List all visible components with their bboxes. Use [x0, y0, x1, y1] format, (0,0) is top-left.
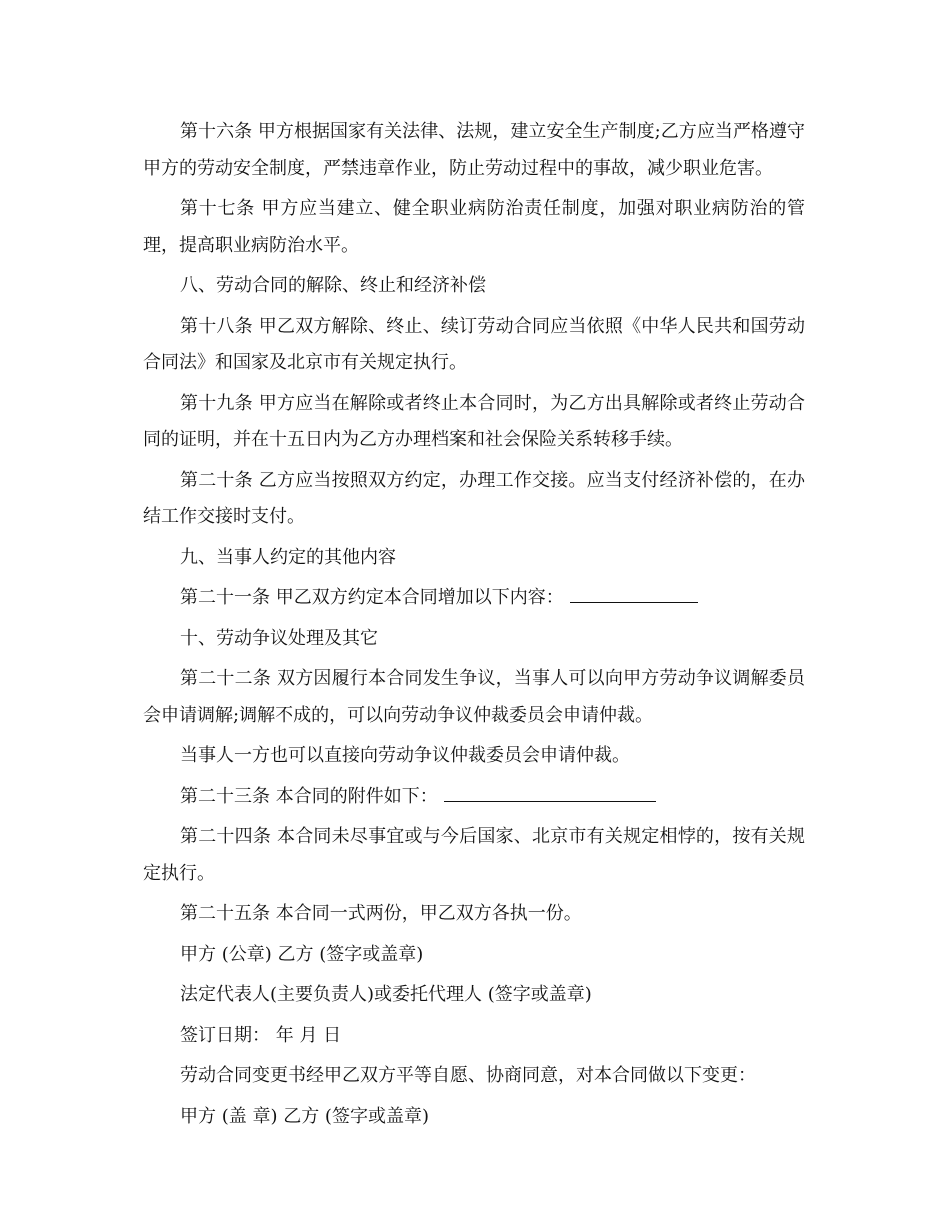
contract-change-statement: [143, 1058, 805, 1095]
section-9-heading: [143, 540, 805, 577]
article-22-continued-text: 当事人一方也可以直接向劳动争议仲裁委员会申请仲裁。: [180, 745, 630, 766]
contract-change-text: 劳动合同变更书经甲乙双方平等自愿、协商同意，对本合同做以下变更：: [180, 1065, 756, 1086]
article-22: [143, 661, 805, 734]
article-20: [143, 463, 805, 536]
fill-in-blank-line: [444, 783, 656, 802]
article-21-text: 第二十一条 甲乙双方约定本合同增加以下内容：: [180, 587, 564, 608]
signature-parties-text: 甲方 (公章) 乙方 (签字或盖章): [180, 943, 424, 965]
article-23: [143, 779, 805, 816]
article-25: [143, 896, 805, 933]
article-21: [143, 580, 805, 617]
document-body: [143, 114, 805, 1139]
signature-change-text: 甲方 (盖 章) 乙方 (签字或盖章): [180, 1105, 429, 1127]
section-10-text: 十、劳动争议处理及其它: [180, 627, 378, 649]
section-8-heading: [143, 268, 805, 305]
signature-line-parties: [143, 937, 805, 974]
article-19-text: 第十九条 甲方应当在解除或者终止本合同时，为乙方出具解除或者终止劳动合同的证明，并在十五日内为乙方办理档案和社会保险关系转移手续。: [143, 392, 805, 450]
signing-date-line: [143, 1018, 805, 1055]
article-17-text: 第十七条 甲方应当建立、健全职业病防治责任制度，加强对职业病防治的管理，提高职业病防治水平。: [143, 198, 805, 256]
signing-date-text: 签订日期： 年 月 日: [180, 1024, 342, 1046]
article-16-text: 第十六条 甲方根据国家有关法律、法规，建立安全生产制度;乙方应当严格遵守甲方的劳动安全制度，严禁违章作业，防止劳动过程中的事故，减少职业危害。: [143, 121, 805, 179]
signature-representative-text: 法定代表人(主要负责人)或委托代理人 (签字或盖章): [180, 984, 592, 1005]
article-16: [143, 114, 805, 187]
article-23-text: 第二十三条 本合同的附件如下：: [180, 785, 438, 807]
signature-line-change: [143, 1099, 805, 1136]
article-22-continued: [143, 738, 805, 775]
section-9-text: 九、当事人约定的其他内容: [180, 546, 396, 568]
section-8-text: 八、劳动合同的解除、终止和经济补偿: [180, 275, 486, 296]
article-24: [143, 819, 805, 892]
article-20-text: 第二十条 乙方应当按照双方约定，办理工作交接。应当支付经济补偿的，在办结工作交接时支付。: [143, 469, 805, 527]
article-22-text: 第二十二条 双方因履行本合同发生争议，当事人可以向甲方劳动争议调解委员会申请调解;调解不成的，可以向劳动争议仲裁委员会申请仲裁。: [143, 668, 805, 726]
fill-in-blank-line: [570, 584, 698, 603]
article-18-text: 第十八条 甲乙双方解除、终止、续订劳动合同应当依照《中华人民共和国劳动合同法》和国家及北京市有关规定执行。: [143, 315, 805, 373]
article-17: [143, 191, 805, 264]
article-25-text: 第二十五条 本合同一式两份，甲乙双方各执一份。: [180, 903, 582, 924]
section-10-heading: [143, 621, 805, 658]
article-19: [143, 386, 805, 459]
signature-line-representative: [143, 977, 805, 1014]
article-18: [143, 309, 805, 382]
article-24-text: 第二十四条 本合同未尽事宜或与今后国家、北京市有关规定相悖的，按有关规定执行。: [143, 826, 805, 884]
